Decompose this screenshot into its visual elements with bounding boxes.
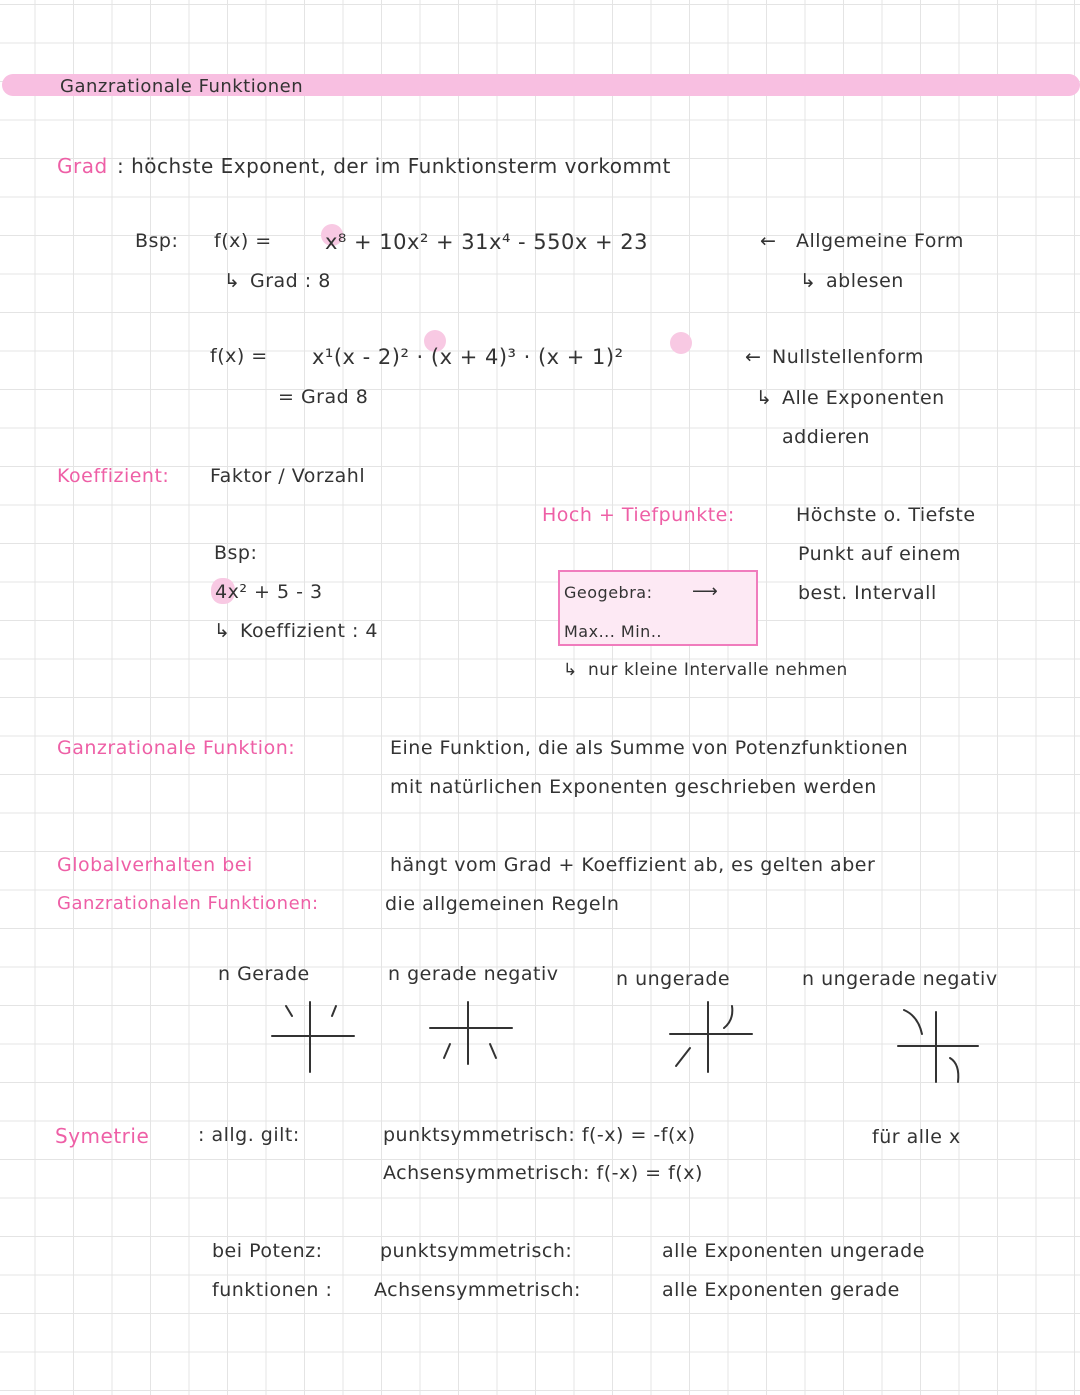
grad-bsp-label: Bsp: (135, 230, 179, 252)
koeffizient-example: 4x² + 5 - 3 (215, 581, 323, 603)
symmetrie-achse: Achsensymmetrisch: f(-x) = f(x) (383, 1162, 703, 1184)
page-title: Ganzrationale Funktionen (60, 76, 304, 97)
koeffizient-label: Koeffizient: (57, 465, 170, 487)
symmetrie-punkt: punktsymmetrisch: f(-x) = -f(x) (383, 1124, 696, 1146)
grad-example1-note: Allgemeine Form (796, 230, 964, 252)
grad-example2-note: Nullstellenform (772, 346, 924, 368)
case-label: n gerade negativ (388, 963, 559, 985)
symmetrie-bei1: bei Potenz: (212, 1240, 323, 1262)
symmetrie-achse2-result: alle Exponenten gerade (662, 1279, 900, 1301)
symmetrie-punkt2-result: alle Exponenten ungerade (662, 1240, 925, 1262)
arrow-icon: ← (760, 230, 777, 252)
symmetrie-allg: : allg. gilt: (198, 1124, 300, 1146)
ganzrational-def1: Eine Funktion, die als Summe von Potenzfunktionen (390, 737, 909, 759)
global-def2: die allgemeinen Regeln (385, 893, 620, 915)
sketch-odd-negative (894, 1006, 984, 1086)
grad-example1-lhs: f(x) = (214, 230, 272, 252)
sketch-odd-positive (668, 1000, 758, 1075)
sketch-even-positive (270, 1000, 360, 1075)
symmetrie-label: Symetrie (55, 1124, 150, 1148)
grad-definition: : höchste Exponent, der im Funktionsterm vorkommt (117, 154, 671, 178)
global-label1: Globalverhalten bei (57, 854, 253, 876)
symmetrie-achse2: Achsensymmetrisch: (374, 1279, 581, 1301)
symmetrie-bei2: funktionen : (212, 1279, 333, 1301)
arrow-icon: ↳ (214, 620, 231, 642)
grad-example2-note2: Alle Exponenten (782, 387, 945, 409)
grad-example2-lhs: f(x) = (210, 345, 268, 367)
sketch-even-negative (428, 1000, 518, 1075)
grad-example1-note2: ablesen (826, 270, 904, 292)
arrow-icon: ↳ (800, 270, 817, 292)
arrow-icon: ⟶ (692, 581, 719, 602)
global-label2: Ganzrationalen Funktionen: (57, 893, 319, 914)
arrow-icon: ← (745, 346, 762, 368)
ganzrational-label: Ganzrationale Funktion: (57, 737, 296, 759)
arrow-icon: ↳ (224, 270, 241, 292)
hochtief-label: Hoch + Tiefpunkte: (542, 504, 735, 526)
case-label: n Gerade (218, 963, 310, 985)
case-label: n ungerade negativ (802, 968, 998, 990)
global-def1: hängt vom Grad + Koeffizient ab, es gelten aber (390, 854, 876, 876)
ganzrational-def2: mit natürlichen Exponenten geschrieben werden (390, 776, 877, 798)
geogebra-maxmin: Max... Min.. (564, 622, 662, 641)
grad-example1-result: Grad : 8 (250, 270, 331, 292)
symmetrie-fueralle: für alle x (872, 1126, 961, 1148)
arrow-icon: ↳ (756, 387, 773, 409)
koeffizient-result: Koeffizient : 4 (240, 620, 378, 642)
symmetrie-punkt2: punktsymmetrisch: (380, 1240, 573, 1262)
hochtief-def1: Höchste o. Tiefste (796, 504, 976, 526)
koeffizient-definition: Faktor / Vorzahl (210, 465, 366, 487)
grad-example2-note3: addieren (782, 426, 870, 448)
grad-label: Grad (57, 154, 108, 178)
hochtief-def2: Punkt auf einem (798, 543, 961, 565)
grad-example1-rhs: x⁸ + 10x² + 31x⁴ - 550x + 23 (325, 230, 648, 254)
highlight-circle (670, 332, 692, 354)
koeffizient-bsp-label: Bsp: (214, 542, 258, 564)
case-label: n ungerade (616, 968, 731, 990)
grad-example2-rhs: x¹(x - 2)² · (x + 4)³ · (x + 1)² (312, 345, 624, 369)
grad-example2-result: = Grad 8 (278, 386, 369, 408)
geogebra-label: Geogebra: (564, 583, 653, 602)
hochtief-def3: best. Intervall (798, 582, 937, 604)
arrow-icon: ↳ (563, 660, 578, 680)
hochtief-note: nur kleine Intervalle nehmen (588, 660, 848, 680)
